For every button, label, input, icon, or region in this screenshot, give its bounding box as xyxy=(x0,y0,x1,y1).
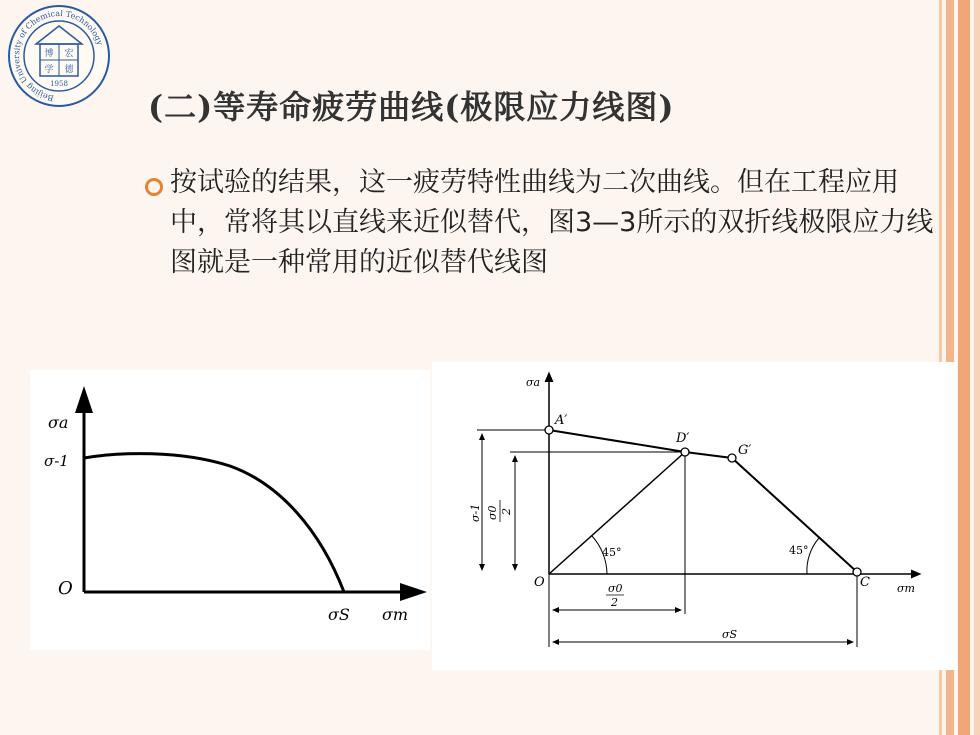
angle-label: 45° xyxy=(789,544,809,557)
dimension-label: σ-1 xyxy=(469,503,482,522)
y-axis-label: σa xyxy=(526,376,541,389)
dimension-label: 2 xyxy=(611,596,618,609)
logo-ring-text: Beijing University of Chemical Technology xyxy=(12,8,105,103)
y-tick-label: σ-1 xyxy=(44,452,69,470)
dimension-label: σ0 xyxy=(486,505,499,520)
dimension-label: σ0 xyxy=(608,582,623,595)
fatigue-curve xyxy=(84,454,344,592)
side-bar xyxy=(958,0,970,735)
angle-label: 45° xyxy=(602,546,622,559)
point-label-d: D′ xyxy=(676,431,690,446)
side-bar xyxy=(974,0,980,735)
angle-arc xyxy=(807,538,819,574)
point-marker xyxy=(545,426,553,434)
dimension-label: 2 xyxy=(500,508,513,515)
logo-char: 宏 xyxy=(64,49,74,59)
university-seal-logo xyxy=(6,4,112,112)
logo-char: 德 xyxy=(64,65,74,75)
bullet-circle-icon xyxy=(145,178,163,196)
slide-title: (二)等寿命疲劳曲线(极限应力线图) xyxy=(148,88,675,126)
dimension-label: σS xyxy=(722,628,738,641)
x-tick-label: σS xyxy=(328,605,350,624)
point-marker xyxy=(681,448,689,456)
logo-year: 1958 xyxy=(50,80,68,88)
point-marker xyxy=(728,454,736,462)
figure-fatigue-curve xyxy=(30,370,430,650)
bullet-paragraph: 按试验的结果，这一疲劳特性曲线为二次曲线。但在工程应用中，常将其以直线来近似替代，图3—3所示的双折线极限应力线图就是一种常用的近似替代线图 xyxy=(170,167,934,278)
logo-char: 博 xyxy=(44,49,54,59)
origin-label: O xyxy=(58,578,73,599)
x-axis-label: σm xyxy=(382,605,409,624)
point-label-c: C xyxy=(860,575,870,590)
y-axis-label: σa xyxy=(48,413,69,432)
point-label-g: G′ xyxy=(738,443,752,458)
figure-limit-stress-diagram xyxy=(432,362,957,670)
point-label-a: A′ xyxy=(555,413,568,428)
logo-char: 学 xyxy=(44,65,54,75)
origin-label: O xyxy=(534,575,545,590)
x-axis-label: σm xyxy=(897,582,915,595)
